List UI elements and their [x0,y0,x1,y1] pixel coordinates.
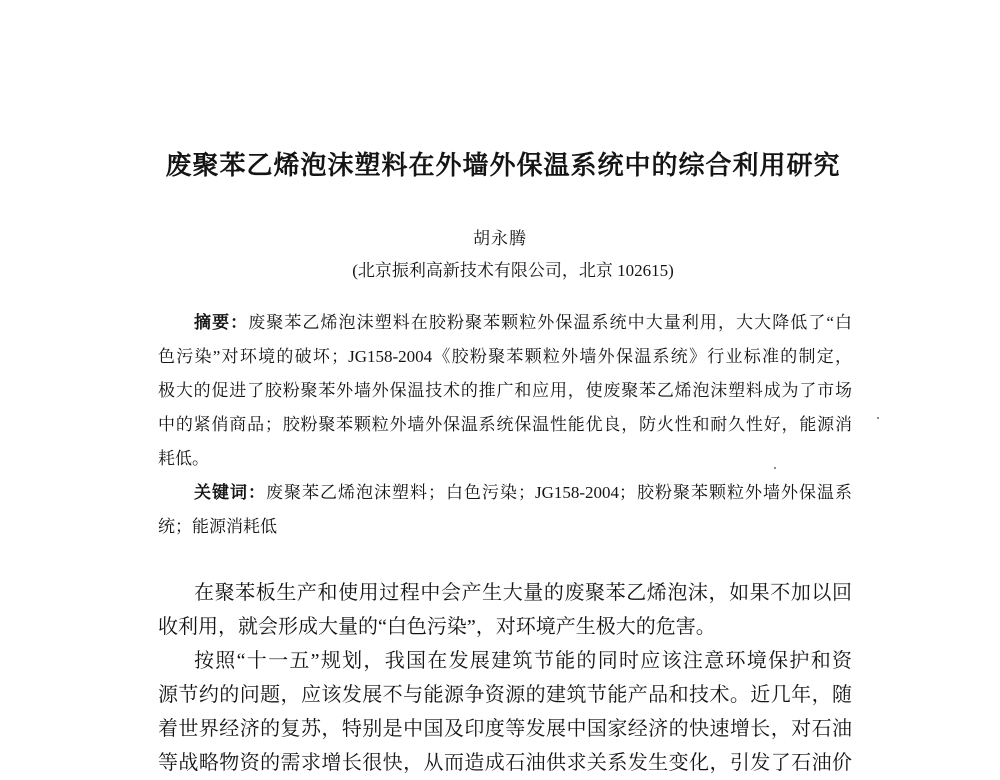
body-text [158,576,852,774]
abstract-label: 摘要： [194,313,249,332]
abstract-line: 耗低。 [158,449,209,468]
body-paragraph [158,644,852,774]
keywords-line: 统；能源消耗低 [158,517,277,536]
body-line: 按照“十一五”规划，我国在发展建筑节能的同时应该注意环境保护和资 [194,650,852,672]
body-line: 源节约的问题，应该发展不与能源争资源的建筑节能产品和技术。近几年，随 [158,684,852,706]
keywords-label: 关键词： [194,483,266,502]
body-paragraph [158,576,852,644]
abstract-line: 中的紧俏商品；胶粉聚苯颗粒外墙外保温系统保温性能优良，防火性和耐久性好，能源消 [158,415,852,434]
scan-speck [877,417,879,419]
abstract-line: 色污染”对环境的破坏；JG158-2004《胶粉聚苯颗粒外墙外保温系统》行业标准的制定， [158,347,852,366]
abstract-line: 极大的促进了胶粉聚苯外墙外保温技术的推广和应用，使废聚苯乙烯泡沫塑料成为了市场 [158,381,852,400]
body-line-cut-off: 等战略物资的需求增长很快，从而造成石油供求关系发生变化，引发了石油价 [158,752,852,774]
scan-speck [774,467,776,469]
abstract-text: 废聚苯乙烯泡沫塑料在胶粉聚苯颗粒外保温系统中大量利用，大大降低了“白 [248,313,853,332]
abstract-line [158,306,852,340]
author-name: 胡永腾 [473,229,527,248]
body-line: 着世界经济的复苏，特别是中国及印度等发展中国家经济的快速增长，对石油 [158,718,852,740]
keywords-line [158,476,852,510]
body-line: 在聚苯板生产和使用过程中会产生大量的废聚苯乙烯泡沫，如果不加以回 [194,582,852,604]
body-line: 收利用，就会形成大量的“白色污染”，对环境产生极大的危害。 [158,616,716,638]
author-affiliation: (北京振利高新技术有限公司，北京 102615) [352,261,674,280]
abstract-section [158,306,852,544]
keywords-text: 废聚苯乙烯泡沫塑料；白色污染；JG158-2004；胶粉聚苯颗粒外墙外保温系 [266,483,852,502]
paper-title: 废聚苯乙烯泡沫塑料在外墙外保温系统中的综合利用研究 [165,151,841,180]
